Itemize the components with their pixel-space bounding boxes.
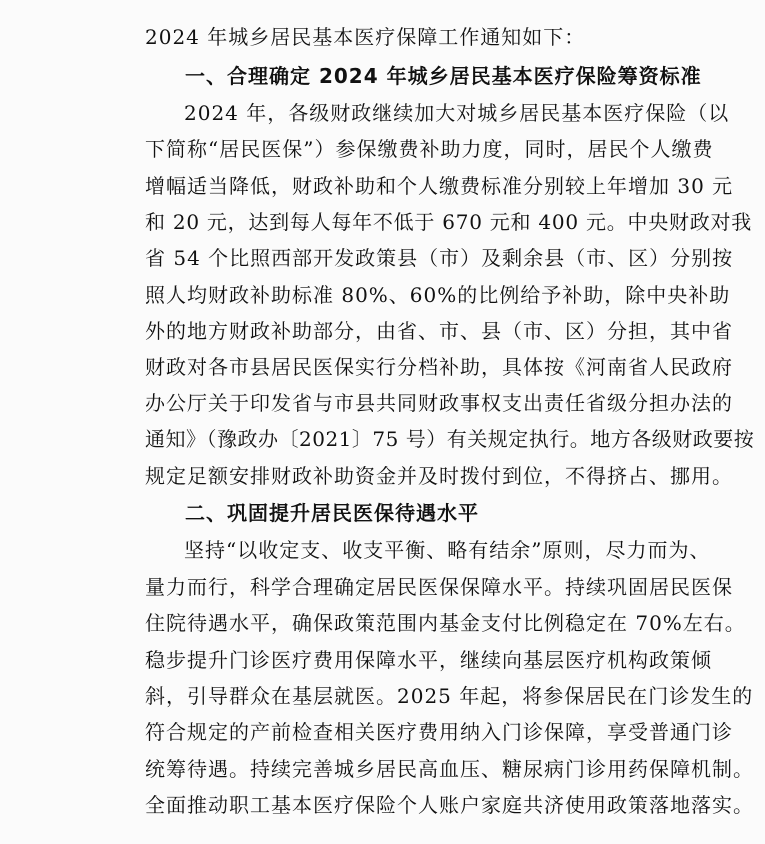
s1-line-10: 通知》（豫政办〔2021〕75 号）有关规定执行。地方各级财政要按 [145,427,755,451]
s1-line-8: 财政对各市县居民医保实行分档补助，具体按《河南省人民政府 [145,355,733,379]
s1-line-6: 照人均财政补助标准 80%、60%的比例给予补助，除中央补助 [145,283,731,307]
s2-line-8: 全面推动职工基本医疗保险个人账户家庭共济使用政策落地落实。 [145,793,754,817]
s2-line-6: 符合规定的产前检查相关医疗费用纳入门诊保障，享受普通门诊 [145,720,733,744]
s1-line-7: 外的地方财政补助部分，由省、市、县（市、区）分担，其中省 [145,319,733,343]
s2-line-7: 统筹待遇。持续完善城乡居民高血压、糖尿病门诊用药保障机制。 [145,757,754,781]
intro-line: 2024 年城乡居民基本医疗保障工作通知如下： [145,25,586,49]
s2-line-3: 住院待遇水平，确保政策范围内基金支付比例稳定在 70%左右。 [145,611,746,635]
s1-line-1: 2024 年，各级财政继续加大对城乡居民基本医疗保险（以 [184,101,730,125]
section2-heading: 二、巩固提升居民医保待遇水平 [185,501,479,525]
s2-line-2: 量力而行，科学合理确定居民医保保障水平。持续巩固居民医保 [145,575,733,599]
s2-line-4: 稳步提升门诊医疗费用保障水平，继续向基层医疗机构政策倾 [145,648,712,672]
s2-line-1: 坚持“以收定支、收支平衡、略有结余”原则，尽力而为、 [184,538,711,562]
s1-line-9: 办公厅关于印发省与市县共同财政事权支出责任省级分担办法的 [145,391,733,415]
s1-line-2: 下简称“居民医保”）参保缴费补助力度，同时，居民个人缴费 [145,137,714,161]
section1-heading: 一、合理确定 2024 年城乡居民基本医疗保险筹资标准 [185,64,702,88]
s1-line-4: 和 20 元，达到每人每年不低于 670 元和 400 元。中央财政对我 [145,210,752,234]
s1-line-5: 省 54 个比照西部开发政策县（市）及剩余县（市、区）分别按 [145,246,734,270]
s1-line-3: 增幅适当降低，财政补助和个人缴费标准分别较上年增加 30 元 [145,174,734,198]
s1-line-11: 规定足额安排财政补助资金并及时拨付到位，不得挤占、挪用。 [145,464,733,488]
s2-line-5: 斜，引导群众在基层就医。2025 年起，将参保居民在门诊发生的 [145,684,754,708]
